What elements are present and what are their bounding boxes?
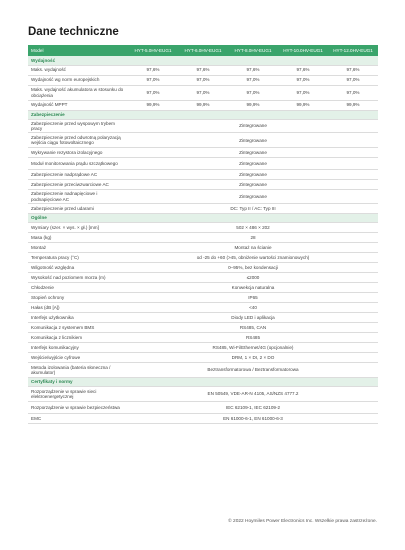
table-row (28, 293, 378, 303)
table-row (28, 190, 378, 204)
row-label: Rozporządzenie w sprawie sieci elektroenergetycznej (28, 387, 128, 402)
row-value: 97,6% (178, 65, 228, 75)
row-value: 97,0% (278, 85, 328, 100)
row-value: Beztransformatorowa / Beztransformatorowa (128, 363, 378, 378)
row-value: Zintegrowane (128, 180, 378, 190)
row-label: Wymiary (szer. × wys. × gł.) [mm] (28, 223, 128, 233)
row-label: Komunikacja z systemem BMS (28, 323, 128, 333)
row-label: Metoda izolowania (bateria słoneczna / akumulator) (28, 363, 128, 378)
row-value: Zintegrowane (128, 148, 378, 158)
row-value: <40 (128, 303, 378, 313)
table-row (28, 158, 378, 170)
row-value: 97,6% (328, 65, 378, 75)
row-value: Montaż na ścianie (128, 243, 378, 253)
row-value: 99,9% (228, 100, 278, 110)
table-row (28, 323, 378, 333)
copyright-footer: © 2022 Hoymiles Power Electronics Inc. Wszelkie prawa zastrzeżone. (228, 519, 377, 524)
row-value: 502 × 486 × 202 (128, 223, 378, 233)
row-label: Wejście/wyjście cyfrowe (28, 353, 128, 363)
table-row (28, 223, 378, 233)
table-row (28, 402, 378, 414)
row-label: Zabezpieczenie nadnapięciowe i podnapięciowe AC (28, 190, 128, 204)
row-value: RS485, Wi-Fi/Ethernet/4G (opcjonalnie) (128, 343, 378, 353)
table-row (28, 263, 378, 273)
row-value: Zintegrowane (128, 170, 378, 180)
section-header-row (28, 214, 378, 223)
row-value: RS485, CAN (128, 323, 378, 333)
header-cell-model: Model (28, 45, 128, 56)
table-row (28, 148, 378, 158)
spec-table-body (28, 56, 378, 424)
row-label: EMC (28, 414, 128, 424)
table-row (28, 65, 378, 75)
row-label: Wykrywanie rezystora izolacyjnego (28, 148, 128, 158)
table-row (28, 119, 378, 133)
row-value: od -25 do +60 (>45, obniżenie wartości znamionowych) (128, 253, 378, 263)
section-header-row (28, 56, 378, 65)
row-value: IEC 62109-1, IEC 62109-2 (128, 402, 378, 414)
header-cell-model-5: HYT-12.0HV-EUG1 (328, 45, 378, 56)
row-value: EN 61000-6-1, EN 61000-6-3 (128, 414, 378, 424)
row-value: 97,6% (128, 65, 178, 75)
row-value: IP65 (128, 293, 378, 303)
header-cell-model-3: HYT-8.0HV-EUG1 (228, 45, 278, 56)
row-label: Montaż (28, 243, 128, 253)
table-row (28, 253, 378, 263)
table-row (28, 180, 378, 190)
row-label: Maks. wydajność (28, 65, 128, 75)
row-value: 97,6% (278, 65, 328, 75)
row-value: 99,9% (178, 100, 228, 110)
spec-table (28, 45, 378, 424)
row-label: Zabezpieczenie przed udarami (28, 204, 128, 214)
table-row (28, 85, 378, 100)
row-value: EN 50549, VDE-AR-N 4105, AS/NZS 4777.2 (128, 387, 378, 402)
table-row (28, 333, 378, 343)
row-value: 97,0% (228, 75, 278, 85)
row-value: 0–95%, bez kondensacji (128, 263, 378, 273)
table-row (28, 283, 378, 293)
row-value: 28 (128, 233, 378, 243)
row-label: Wilgotność względna (28, 263, 128, 273)
row-value: 97,0% (128, 85, 178, 100)
row-label: Komunikacja z licznikiem (28, 333, 128, 343)
row-label: Zabezpieczenie przed odwrotną polaryzacją wejścia ciągu fotowoltaicznego (28, 133, 128, 148)
page-title: Dane techniczne (28, 26, 119, 38)
row-label: Wysokość nad poziomem morza (m) (28, 273, 128, 283)
row-value: 97,0% (228, 85, 278, 100)
table-row (28, 303, 378, 313)
section-title: Ogólne (28, 214, 378, 223)
row-label: Wydajność MPPT (28, 100, 128, 110)
row-value: 97,6% (228, 65, 278, 75)
row-value: 97,0% (178, 75, 228, 85)
row-value: Zintegrowane (128, 119, 378, 133)
row-label: Wydajność wg norm europejskich (28, 75, 128, 85)
row-value: 97,0% (178, 85, 228, 100)
header-cell-model-2: HYT-6.0HV-EUG1 (178, 45, 228, 56)
section-header-row (28, 110, 378, 119)
table-row (28, 233, 378, 243)
row-value: 97,0% (128, 75, 178, 85)
row-label: Maks. wydajność akumulatora w stosunku do obciążenia (28, 85, 128, 100)
table-row (28, 170, 378, 180)
row-value: 97,0% (328, 75, 378, 85)
section-title: Zabezpieczenie (28, 110, 378, 119)
table-row (28, 75, 378, 85)
section-title: Certyfikaty i normy (28, 378, 378, 387)
table-row (28, 313, 378, 323)
row-label: Moduł monitorowania prądu szczątkowego (28, 158, 128, 170)
row-value: 99,9% (328, 100, 378, 110)
row-label: Rozporządzenie w sprawie bezpieczeństwa (28, 402, 128, 414)
row-label: Stopień ochrony (28, 293, 128, 303)
row-value: DRM, 1 × DI, 2 × DO (128, 353, 378, 363)
row-value: 99,9% (278, 100, 328, 110)
header-cell-model-1: HYT-5.0HV-EUG1 (128, 45, 178, 56)
row-value: ≤2000 (128, 273, 378, 283)
row-label: Chłodzenie (28, 283, 128, 293)
table-row (28, 273, 378, 283)
row-value: Konwekcja naturalna (128, 283, 378, 293)
section-header-row (28, 378, 378, 387)
row-value: RS485 (128, 333, 378, 343)
row-label: Zabezpieczenie nadprądowe AC (28, 170, 128, 180)
row-value: Diody LED i aplikacja (128, 313, 378, 323)
row-value: Zintegrowane (128, 133, 378, 148)
row-label: Hałas (dB [A]) (28, 303, 128, 313)
row-value: 97,0% (328, 85, 378, 100)
table-row (28, 100, 378, 110)
table-row (28, 414, 378, 424)
table-row (28, 363, 378, 378)
section-title: Wydajność (28, 56, 378, 65)
row-value: 99,9% (128, 100, 178, 110)
table-header-row (28, 45, 378, 56)
table-row (28, 243, 378, 253)
row-label: Zabezpieczenie przeciwzwarciowe AC (28, 180, 128, 190)
row-label: Temperatura pracy (°C) (28, 253, 128, 263)
header-cell-model-4: HYT-10.0HV-EUG1 (278, 45, 328, 56)
table-row (28, 353, 378, 363)
table-row (28, 204, 378, 214)
row-value: Zintegrowane (128, 190, 378, 204)
table-row (28, 133, 378, 148)
row-value: Zintegrowane (128, 158, 378, 170)
row-label: Zabezpieczenie przed wyspowym trybem pracy (28, 119, 128, 133)
table-row (28, 387, 378, 402)
table-row (28, 343, 378, 353)
row-label: Interfejs komunikacyjny (28, 343, 128, 353)
row-label: Interfejs użytkownika (28, 313, 128, 323)
row-value: DC: Typ II / AC: Typ III (128, 204, 378, 214)
row-value: 97,0% (278, 75, 328, 85)
row-label: Masa (kg) (28, 233, 128, 243)
